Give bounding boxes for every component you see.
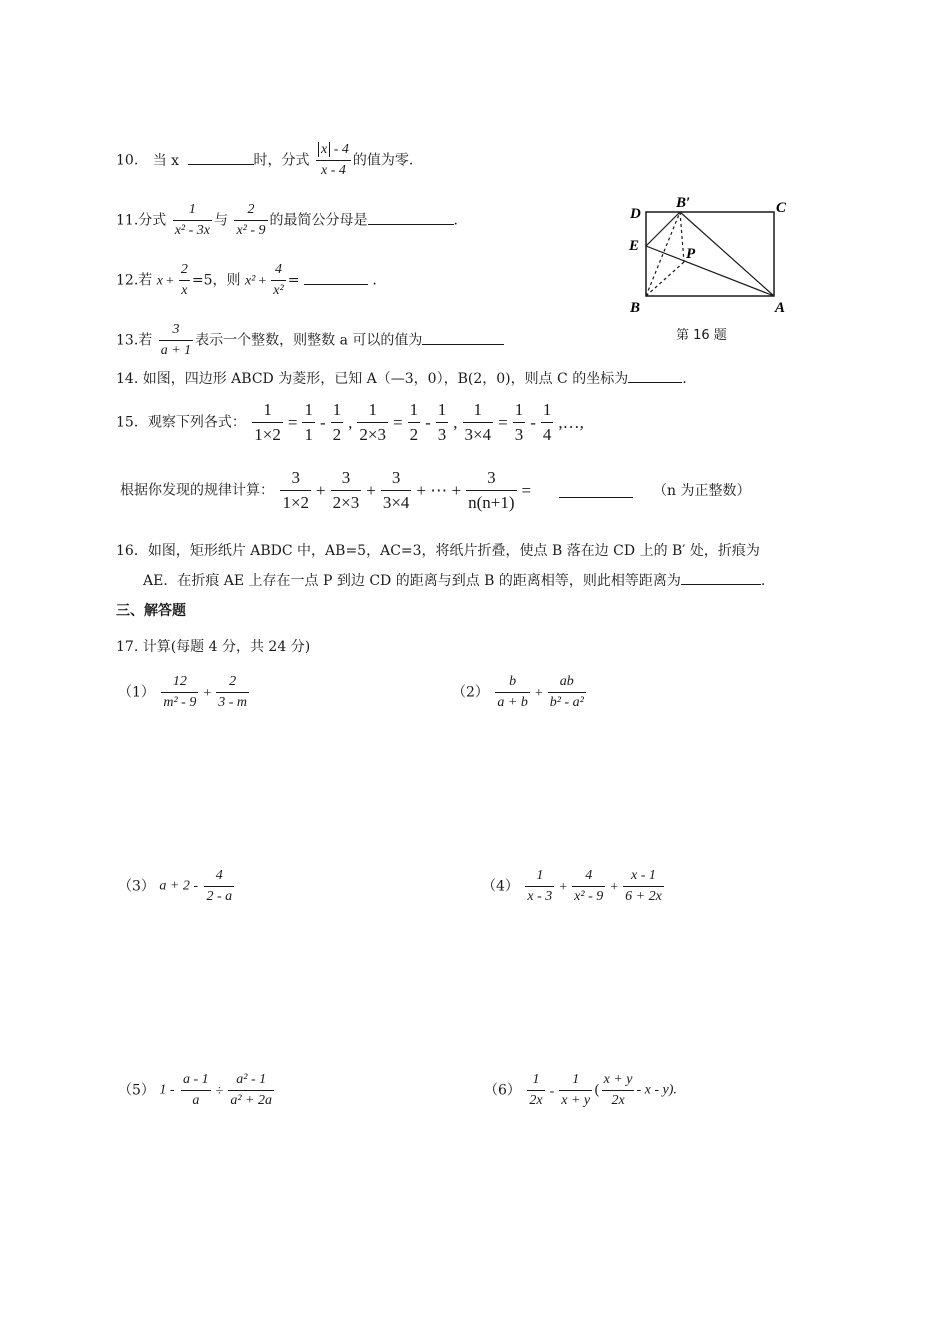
q14-text: 14. 如图，四边形 ABCD 为菱形，已知 A（—3，0），B(2，0)，则点 C 的坐标为 [116,371,629,387]
series-fraction: $\frac{3}{3\times 4}$ [382,468,410,512]
question-14 [116,368,687,388]
series-fraction: $\frac{3}{2\times 3}$ [332,468,360,512]
q17-part-4 [482,866,666,907]
q10-pre: 当 x [152,152,180,169]
question-16-line1 [116,542,760,560]
q15-line2-pre: 根据你发现的规律计算： [120,482,274,499]
q17-part-2 [452,672,588,713]
p4-op1: + [559,879,568,895]
series-fraction: $\frac{1}{2}$ [409,400,419,444]
q10-number: 10. [116,152,139,169]
q14-end: . [682,371,687,387]
dash-bb-prime [646,212,680,296]
series-operator: = [392,412,403,432]
question-11 [116,200,458,241]
q11-end: . [453,212,458,229]
q13-post: 表示一个整数，则整数 a 可以的值为 [195,332,423,349]
q12-frac-2: $\frac{4}{\text{x²}}$ [273,262,284,298]
q17-part-6 [484,1070,677,1111]
q11-pre: 分式 [138,212,167,229]
q17-part-5 [118,1070,276,1111]
figure-caption: 第 16 题 [676,328,727,343]
label-e: E [629,238,640,254]
series-fraction: $\frac{1}{2\times 3}$ [359,400,386,444]
label-b-prime: B′ [676,195,691,211]
q11-number: 11. [116,212,139,229]
p4-frac-1: $\frac{1}{x - 3}$ [527,868,553,904]
q15-sum [278,468,534,512]
p3-label: （3） [118,878,155,895]
q12-number: 12. [116,272,139,289]
q14-blank [628,368,682,383]
q16-end: . [760,573,766,589]
p6-frac-3: $\frac{x + y}{2x}$ [603,1072,633,1108]
series-separator: ,…, [558,412,584,432]
p4-frac-3: $\frac{x - 1}{6 + 2x}$ [625,868,662,904]
series-operator: = [287,412,298,432]
p3-frac: $\frac{4}{2 - a}$ [206,868,233,904]
series-operator: + ⋯ + [416,480,462,500]
dash-b-prime-p [680,212,684,262]
q10-post1: 时，分式 [253,152,310,169]
dash-bp [646,262,684,296]
q12-x2: x² [244,273,256,289]
q10-post2: 的值为零. [352,152,414,169]
series-separator: , [348,412,353,432]
q17-part-1 [118,672,251,713]
q11-frac-1: $\frac{1}{\text{x² - 3x}}$ [174,202,211,238]
label-d: D [630,206,641,222]
q13-number: 13. [116,332,139,349]
p4-op2: + [610,879,619,895]
p6-open: ( [594,1082,600,1099]
label-c: C [776,200,787,216]
p5-frac-2: $\frac{\text{a² - 1}}{\text{a² + 2a}}$ [230,1072,273,1108]
section-heading: 三、解答题 [116,603,186,619]
p5-label: （5） [118,1082,155,1099]
rectangle-fold-diagram [620,192,800,316]
series-operator: = [521,480,532,500]
q12-pre: 若 [138,272,153,289]
p5-pre: 1 - [159,1082,175,1098]
q12-blank [304,270,368,285]
q15-series [250,400,587,444]
series-operator: + [316,480,326,500]
question-15-line2 [120,466,751,515]
q12-frac-1: $\frac{2}{x}$ [180,262,188,298]
p1-frac-2: $\frac{2}{3 - m}$ [218,674,248,710]
series-fraction: $\frac{3}{1\times 2}$ [282,468,310,512]
q10-blank [188,150,254,165]
p6-label: （6） [484,1082,521,1099]
q13-pre: 若 [138,332,153,349]
p1-op: + [203,685,212,701]
q16-blank [681,570,761,585]
series-separator: , [453,412,458,432]
p5-frac-1: $\frac{a - 1}{a}$ [183,1072,209,1108]
segment-eb-prime [646,212,680,246]
q12-plus: + [165,273,174,289]
p2-op: + [534,685,543,701]
p2-frac-1: $\frac{b}{a + b}$ [497,674,528,710]
label-p: P [686,246,696,262]
q10-abs-x: x [318,142,330,157]
series-operator: - [530,412,536,432]
q11-post: 的最简公分母是 [269,212,368,229]
series-fraction: $\frac{1}{4}$ [542,400,552,444]
p4-label: （4） [482,878,519,895]
p2-label: （2） [452,684,489,701]
question-12 [116,260,377,301]
q15-blank [559,483,633,498]
q12-plus-2: + [258,273,267,289]
label-a: A [775,300,786,316]
q17-title: 17. 计算(每题 4 分，共 24 分) [116,639,311,655]
q10-num-rest: - 4 [333,142,349,157]
series-operator: - [425,412,431,432]
q11-blank [368,210,454,225]
series-operator: = [498,412,508,432]
series-fraction: $\frac{1}{3\times 4}$ [464,400,492,444]
q12-x: x [156,273,163,289]
question-13 [116,320,504,361]
q12-eq: = [287,272,300,289]
q10-fraction [316,140,351,181]
p1-frac-1: $\frac{12}{\text{m² - 9}}$ [163,674,197,710]
series-fraction: $\frac{1}{2}$ [332,400,342,444]
p3-pre: a + 2 - [159,878,198,894]
q17-part-3 [118,866,236,907]
p5-op: ÷ [215,1083,224,1099]
q11-mid: 与 [214,212,229,229]
q16-figure [620,192,800,342]
q16-line2: AE．在折痕 AE 上存在一点 P 到边 CD 的距离与到点 B 的距离相等，则此相等距离为 [143,573,681,589]
series-operator: + [366,480,376,500]
q13-blank [422,330,504,345]
series-fraction: $\frac{1}{1}$ [304,400,313,444]
q10-den: x - 4 [320,163,346,178]
p6-frac-1: $\frac{1}{2x}$ [529,1072,543,1108]
series-fraction: $\frac{1}{1\times 2}$ [254,400,281,444]
series-fraction: $\frac{3}{n(n+1)}$ [468,468,515,512]
p4-frac-2: $\frac{4}{\text{x² - 9}}$ [574,868,604,904]
p1-label: （1） [118,684,155,701]
q15-note: （n 为正整数） [653,482,751,499]
p6-tail: - x - y). [636,1082,677,1098]
question-16-line2 [143,570,765,590]
q13-frac: $\frac{3}{a + 1}$ [160,322,192,358]
p6-op: - [549,1083,555,1099]
q11-frac-2: $\frac{2}{\text{x² - 9}}$ [236,202,266,238]
question-10 [116,140,413,181]
series-fraction: $\frac{1}{3}$ [437,400,447,444]
series-fraction: $\frac{1}{3}$ [514,400,524,444]
q12-end: . [372,272,377,289]
question-15 [116,398,587,447]
q12-eq5: =5，则 [191,272,241,289]
p6-frac-2: $\frac{1}{x + y}$ [561,1072,591,1108]
q16-line1: 16．如图，矩形纸片 ABDC 中，AB=5，AC=3，将纸片折叠，使点 B 落在边 CD 上的 B′ 处，折痕为 [116,543,760,559]
label-b: B [630,300,641,316]
q15-number: 15．观察下列各式： [116,414,246,431]
fold-ae [646,246,774,296]
p2-frac-2: $\frac{ab}{\text{b² - a²}}$ [549,674,584,710]
series-operator: - [319,412,326,432]
